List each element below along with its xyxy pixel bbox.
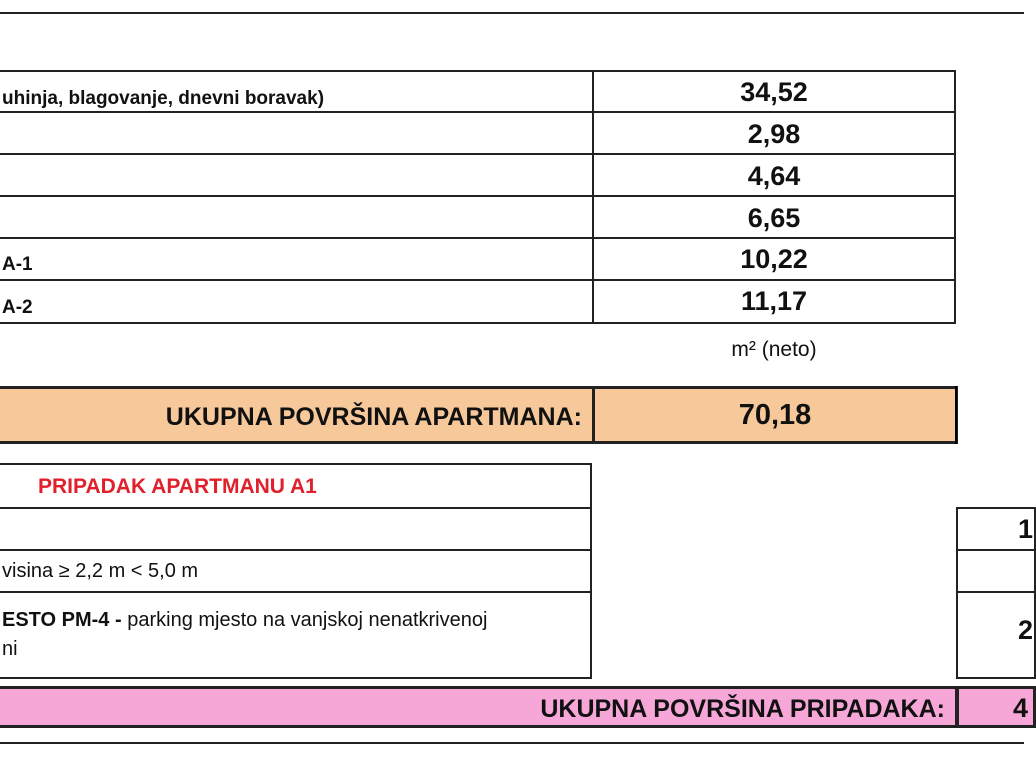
room-area-value: 10,22 (740, 244, 808, 274)
appurtenance-value-cell (956, 591, 1036, 679)
room-value-cell (592, 111, 956, 155)
appurtenance-value-cell (956, 507, 1036, 551)
room-area-value: 34,52 (740, 77, 808, 107)
room-label: uhinja, blagovanje, dnevni boravak) (2, 88, 325, 109)
bottom-border-line (0, 742, 1024, 744)
appurtenance-value-cell (956, 549, 1036, 593)
appurtenance-title-cell (0, 463, 592, 509)
appurtenance-total-value: 4 (1013, 693, 1029, 723)
room-label-cell (0, 111, 594, 155)
parking-description-line2: ni (2, 638, 18, 660)
appurtenance-row-label: visina ≥ 2,2 m < 5,0 m (2, 560, 199, 582)
appurtenance-row-cell (0, 549, 592, 593)
room-value-cell (592, 195, 956, 239)
apartment-total-value-cell (592, 386, 958, 444)
room-value-cell (592, 70, 956, 113)
parking-label (2, 609, 487, 632)
room-area-value: 2,98 (747, 119, 801, 149)
room-area-value: 4,64 (747, 161, 801, 191)
apartment-total-value: 70,18 (738, 399, 812, 431)
apartment-total-label-cell (0, 386, 594, 444)
room-value-cell (592, 237, 956, 281)
room-label-cell (0, 195, 594, 239)
apartment-total-label: UKUPNA POVRŠINA APARTMANA: (165, 403, 582, 431)
parking-code: ESTO PM-4 - (2, 609, 122, 631)
room-area-value: 6,65 (747, 203, 801, 233)
appurtenance-value: 1 (1018, 514, 1034, 544)
room-value-cell (592, 279, 956, 324)
appurtenance-value: 2 (1018, 615, 1034, 645)
room-area-value: 11,17 (740, 286, 808, 316)
room-label: A-2 (2, 297, 33, 318)
room-label-cell (0, 153, 594, 197)
parking-description: parking mjesto na vanjskoj nenatkrivenoj (127, 609, 488, 631)
shadow-line (955, 386, 957, 444)
appurtenance-title: PRIPADAK APARTMANU A1 (38, 475, 317, 498)
room-label: A-1 (2, 254, 33, 275)
appurtenance-row-cell (0, 591, 592, 679)
appurtenance-total-value-cell (956, 686, 1036, 728)
room-label-cell (0, 70, 594, 113)
appurtenance-total-label: UKUPNA POVRŠINA PRIPADAKA: (540, 695, 945, 723)
appurtenance-row-cell (0, 507, 592, 551)
room-label-cell (0, 237, 594, 281)
room-value-cell (592, 153, 956, 197)
top-border-line (0, 12, 1024, 14)
appurtenance-total-label-cell (0, 686, 958, 728)
room-label-cell (0, 279, 594, 324)
unit-label: m² (neto) (731, 338, 817, 361)
